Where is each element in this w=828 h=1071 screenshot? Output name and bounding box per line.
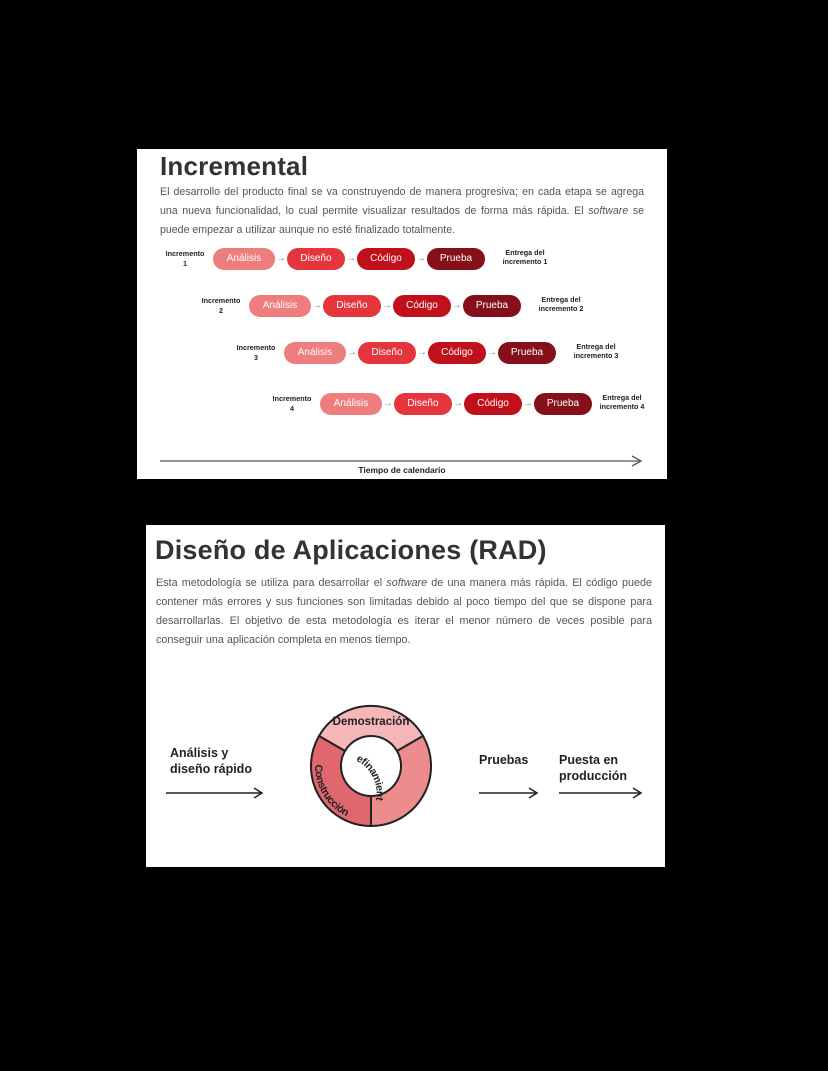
rad-description-part1: Esta metodología se utiliza para desarrollar el [156,577,387,589]
arrow-icon: → [452,300,462,311]
incremental-slide [137,149,667,479]
increment-number: 2 [219,306,223,315]
step-codigo: Código [464,393,522,415]
delivery-line1: Entrega del [576,342,616,351]
step-prueba: Prueba [463,295,521,317]
step-codigo: Código [357,248,415,270]
label-construccion-path: Construcción [312,764,351,820]
puesta-line1: Puesta en [559,753,619,767]
analysis-design-line1: Análisis y [170,746,229,760]
step-analisis: Análisis [249,295,311,317]
timeline-label: Tiempo de calendario [358,465,446,475]
incremental-description-part1: El desarrollo del producto final se va construyendo de manera progresiva; en cada etapa se agrega una nueva funcionalidad, lo cual permite visualizar resultados de forma más rápida. El [160,186,644,217]
delivery-line2: incremento 3 [573,351,619,360]
increment-label [159,249,211,269]
incremental-description [160,183,644,240]
increment-number: 4 [290,404,294,413]
arrow-icon: → [416,253,426,264]
arrow-icon: → [523,398,533,409]
incremental-description-italic: software [588,205,629,217]
arrow-icon: → [312,300,322,311]
delivery-line2: incremento 4 [599,402,645,411]
step-prueba: Prueba [534,393,592,415]
pruebas-arrow [479,786,541,800]
arrow-icon: → [346,253,356,264]
step-analisis: Análisis [284,342,346,364]
arrow-icon: → [347,347,357,358]
arrow-icon: → [453,398,463,409]
step-diseno: Diseño [394,393,452,415]
rad-slide [146,525,665,867]
increment-label [195,296,247,316]
step-codigo: Código [393,295,451,317]
arrow-icon: → [276,253,286,264]
increment-label-text: Incremento [236,343,276,352]
rad-description-italic: software [386,577,428,589]
arrow-icon: → [487,347,497,358]
increment-label [266,394,318,414]
increment-number: 3 [254,353,258,362]
left-arrow [166,786,266,800]
puesta-line2: producción [559,769,628,783]
rad-title: Diseño de Aplicaciones (RAD) [155,535,547,565]
step-diseno: Diseño [323,295,381,317]
step-prueba: Prueba [427,248,485,270]
analysis-design-line2: diseño rápido [170,762,252,776]
increment-label-text: Incremento [272,394,312,403]
delivery-label [493,248,557,266]
step-diseno: Diseño [358,342,416,364]
step-prueba: Prueba [498,342,556,364]
delivery-line1: Entrega del [602,393,642,402]
delivery-line2: incremento 1 [502,257,548,266]
incremental-title: Incremental [160,151,309,181]
arrow-icon: → [383,398,393,409]
puesta-produccion-label [559,752,627,784]
step-codigo: Código [428,342,486,364]
delivery-label [529,295,593,313]
arrow-icon: → [382,300,392,311]
incremental-description-part2: se puede empezar a utilizar aunque no esté finalizado totalmente. [160,205,645,236]
step-analisis: Análisis [320,393,382,415]
delivery-line1: Entrega del [505,248,545,257]
step-diseno: Diseño [287,248,345,270]
delivery-label [564,342,628,360]
pruebas-label: Pruebas [479,753,529,767]
step-analisis: Análisis [213,248,275,270]
produccion-arrow [559,786,645,800]
rad-description [156,574,652,650]
increment-number: 1 [183,259,187,268]
rad-description-part2: de una manera más rápida. El código puede contener más errores y sus funciones son limitadas debido al poco tiempo del que se dispone para desarrollarlas. El objetivo de esta metodología es iterar el menor número de veces posible para conseguir una aplicación completa en menos tiempo. [156,577,652,646]
delivery-line2: incremento 2 [538,304,584,313]
rad-cycle-diagram [292,686,446,841]
delivery-label [590,393,654,411]
label-refinamiento-path: Refinamiento [292,686,386,802]
increment-label-text: Incremento [201,296,241,305]
analysis-design-label [170,745,252,777]
delivery-line1: Entrega del [541,295,581,304]
increment-label-text: Incremento [165,249,205,258]
increment-label [230,343,282,363]
arrow-icon: → [417,347,427,358]
label-demostracion: Demostración [332,716,410,728]
